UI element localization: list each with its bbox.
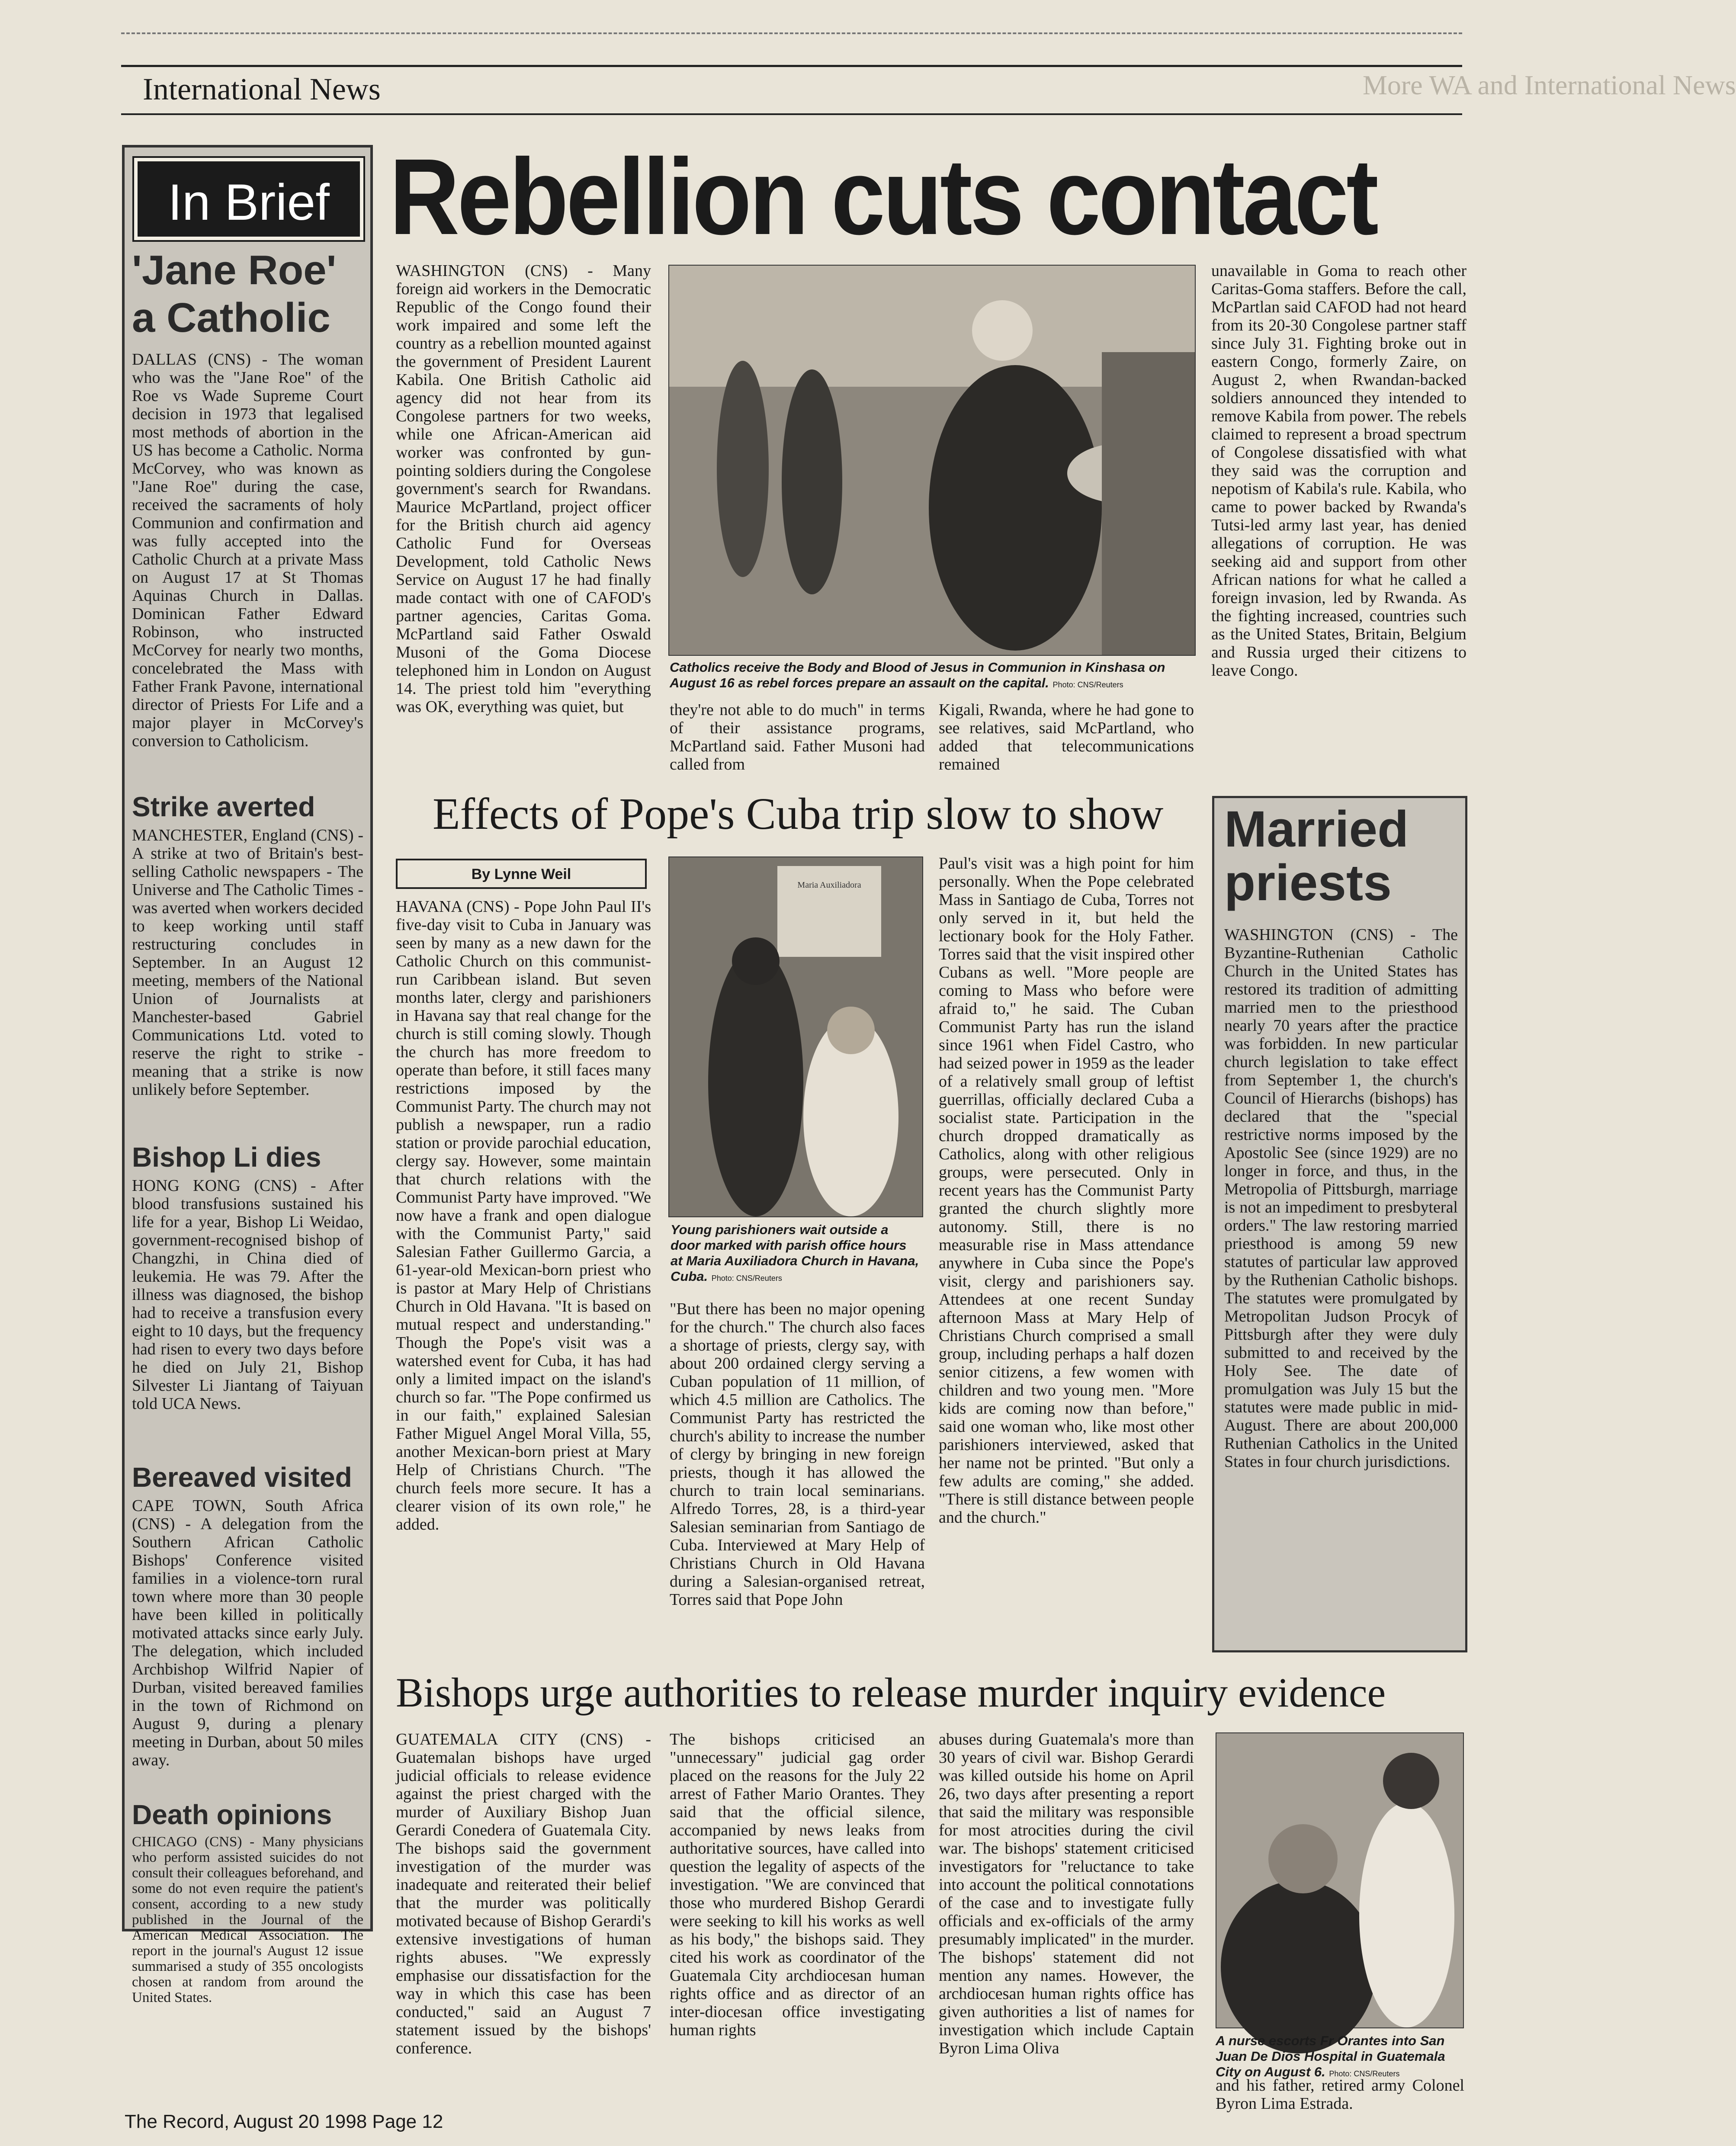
brief-title: Death opinions [132, 1799, 332, 1830]
story2-col2: "But there has been no major opening for the church." The church also faces a shortage of priests, clergy say, with about 200 ordained clergy serving a Cuban population of 11 million, of which 4.5 million are Catholics. The Communist Party has restricted the church's ability to increase the number of clergy by bringing in new foreign priests, though it has allowed the church to train local seminarians. Alfredo Torres, 28, is a third-year Salesian seminarian from Santiago de Cuba. Interviewed at Mary Help of Christians Church in Old Havana during a Salesian-organised retreat, Torres said that Pope John [670, 1300, 925, 1609]
photo-credit: Photo: CNS/Reuters [1053, 680, 1123, 689]
married-priests-text: WASHINGTON (CNS) - The Byzantine-Ruthenian Catholic Church in the United States has restored its tradition of admitting married men to the priesthood nearly 70 years after the practice was forbidden. In new particular church legislation to take effect from September 1, the church's Council of Hierarchs (bishops) has declared that the "special restrictive norms imposed by the Apostolic See (since 1929) are no longer in force, and thus, in the Metropolia of Pittsburgh, marriage is not an impediment to presbyteral orders." The law restoring married priesthood is among 59 new statutes of particular law approved by the Ruthenian Catholic bishops. The statutes were promulgated by Metropolitan Judson Procyk of Pittsburgh after they were duly submitted to and received by the Holy See. The date of promulgation was July 15 but the statutes were made public in mid-August. There are about 200,000 Ruthenian Catholics in the United States in four church jurisdictions. [1224, 926, 1458, 1471]
headline-guatemala: Bishops urge authorities to release murder inquiry evidence [396, 1669, 1386, 1716]
brief-title: Bereaved visited [132, 1462, 352, 1493]
top-dashed-rule [121, 32, 1462, 34]
story1-caption [670, 660, 1194, 693]
headline-rebellion: Rebellion cuts contact [389, 136, 1377, 257]
brief-text: DALLAS (CNS) - The woman who was the "Jane Roe" of the Roe vs Wade Supreme Court decision in 1973 that legalised most methods of abortion in the US has become a Catholic. Norma McCorvey, who was known as "Jane Roe" during the case, received the sacraments of holy Communion and confirmation and was fully accepted into the Catholic Church at a private Mass on August 17 at St Thomas Aquinas Church in Dallas. Dominican Father Edward Robinson, who instructed McCorvey for nearly two months, concelebrated the Mass with Father Frank Pavone, international director of Priests For Life and a major player in McCorvey's conversion to Catholicism. [132, 350, 363, 750]
story3-col1: GUATEMALA CITY (CNS) - Guatemalan bishops have urged judicial officials to release evidence against the priest charged with the murder of Auxiliary Bishop Juan Gerardi Conedera of Guatemala City. The bishops said the government investigation of the murder was inadequate and reiterated their belief that the murder was politically motivated because of Bishop Gerardi's extensive investigations of human rights abuses. "We expressly emphasise our dissatisfaction for the way in which this case has been conducted," said an August 7 statement issued by the bishops' conference. [396, 1730, 651, 2057]
story1-col1: WASHINGTON (CNS) - Many foreign aid workers in the Democratic Republic of the Congo found their work impaired and some left the country as a rebellion mounted against the government of President Laurent Kabila. One British Catholic aid agency did not hear from its Congolese partners for two weeks, while one African-American aid worker was confronted by gun-pointing soldiers during the Congolese government's search for Rwandans. Maurice McPartland, project officer for the British church aid agency Catholic Fund for Overseas Development, told Catholic News Service on August 17 he had finally made contact with one of CAFOD's partner agencies, Caritas Goma. McPartland said Father Oswald Musoni of the Goma Diocese telephoned him in London on August 14. The priest told him "everything was OK, everything was quiet, but [396, 262, 651, 716]
page-footer: The Record, August 20 1998 Page 12 [125, 2111, 443, 2132]
brief-strike-averted [132, 792, 363, 1099]
story2-caption [671, 1222, 921, 1286]
caption-text: Catholics receive the Body and Blood of Jesus in Communion in Kinshasa on August 16 as rebel forces prepare an assault on the capital. [670, 660, 1165, 690]
story1-col4: unavailable in Goma to reach other Caritas-Goma staffers. Before the call, McPartlan said CAFOD had not heard from its 20-30 Congolese partner staff since July 31. Fighting broke out in eastern Congo, formerly Zaire, on August 2, when Rwandan-backed soldiers announced they intended to remove Kabila from power. The rebels claimed to represent a broad spectrum of Congolese dissatisfied with what they said was the corruption and nepotism of Kabila's rule. Kabila, who came to power backed by Rwanda's Tutsi-led army last year, has denied allegations of corruption. He was seeking aid and support from other African nations for what he called a foreign invasion, led by Rwanda. As the fighting increased, countries such as the United States, Britain, Belgium and Russia urged their citizens to leave Congo. [1211, 262, 1466, 680]
brief-text: HONG KONG (CNS) - After blood transfusions sustained his life for a year, Bishop Li Weidao, government-recognised bishop of Changzhi, in China died of leukemia. He was 79. After the illness was diagnosed, the bishop had to receive a transfusion every eight to 10 days, but the frequency had risen to every two days before he died on July 21, Bishop Silvester Li Jiantang of Taiyuan told UCA News. [132, 1177, 363, 1413]
brief-title: Bishop Li dies [132, 1142, 321, 1173]
in-brief-label: In Brief [134, 158, 363, 240]
cuba-photo-art [669, 857, 922, 1216]
section-rule-bottom [121, 113, 1462, 115]
parish-sign: Maria Auxiliadora [797, 880, 861, 890]
brief-bishop-li [132, 1142, 363, 1413]
brief-title: Strike averted [132, 791, 315, 822]
story2-photo [668, 856, 923, 1217]
brief-bereaved-visited [132, 1462, 363, 1769]
story2-col1: HAVANA (CNS) - Pope John Paul II's five-day visit to Cuba in January was seen by many as a new dawn for the Catholic Church on this communist-run Caribbean island. But seven months later, clergy and parishioners in Havana say that real change for the church is still coming slowly. Though the church has more freedom to operate than before, it still faces many restrictions imposed by the Communist Party. The church may not publish a newspaper, run a radio station or provide parochial education, clergy say. However, some maintain that church relations with the Communist Party have improved. "We now have a frank and open dialogue with the Communist Party," said Salesian Father Guillermo Garcia, a 61-year-old Mexican-born priest who is pastor at Mary Help of Christians Church in Old Havana. "It is based on mutual respect and understanding." Though the Pope's visit was a watershed event for Cuba, it has had only a limited impact on the island's church so far. "The Pope confirmed us in our faith," explained Salesian Father Miguel Angel Moral Villa, 55, another Mexican-born priest at Mary Help of Christians Church. "The church feels more secure. It has a clearer vision of its own role," he added. [396, 898, 651, 1533]
story1-photo [668, 265, 1196, 656]
photo-credit: Photo: CNS/Reuters [1329, 2069, 1400, 2078]
brief-text: CHICAGO (CNS) - Many physicians who perform assisted suicides do not consult their colleagues beforehand, and some do not even require the patient's consent, according to a new study published in the Journal of the American Medical Association. The report in the journal's August 12 issue summarised a study of 355 oncologists chosen at random from around the United States. [132, 1834, 363, 2005]
brief-title: 'Jane Roe' a Catholic [132, 247, 337, 341]
brief-jane-roe [132, 247, 363, 750]
story1-col3: Kigali, Rwanda, where he had gone to see relatives, said McPartland, who added that telecommunications remained [939, 701, 1194, 773]
headline-cuba: Effects of Pope's Cuba trip slow to show [433, 789, 1164, 839]
story3-col3: abuses during Guatemala's more than 30 years of civil war. Bishop Gerardi was killed outside his home on April 26, two days after presenting a report that said the military was responsible for most atrocities during the civil war. The bishops' statement criticised investigators for "reluctance to take into account the political connotations of the case and to investigate fully officials and ex-officials of the army presumably implicated" in the murder. The bishops' statement did not mention any names. However, the archdiocesan human rights office has given authorities a list of names for investigation which include Captain Byron Lima Oliva [939, 1730, 1194, 2057]
caption-text: A nurse escorts Fr Orantes into San Juan De Dios Hospital in Guatemala City on August 6. [1216, 2033, 1445, 2079]
ghost-header: More WA and International News [1363, 70, 1736, 100]
story3-photo [1216, 1732, 1464, 2028]
story3-col2: The bishops criticised an "unnecessary" judicial gag order placed on the reasons for the July 22 arrest of Father Mario Orantes. They said that the official silence, accompanied by news leaks from authoritative sources, have called into question the legality of aspects of the investigation. "We are convinced that those who murdered Bishop Gerardi were seeking to kill his works as well as his body," the bishops said. They cited his work as coordinator of the Guatemala City archdiocesan human rights office and as director of an inter-diocesan office investigating human rights [670, 1730, 925, 2039]
communion-photo-art [669, 266, 1195, 655]
brief-death-opinions [132, 1800, 363, 2005]
nurse-photo-art [1216, 1733, 1463, 2027]
brief-text: CAPE TOWN, South Africa (CNS) - A delegation from the Southern African Catholic Bishops' Conference visited families in a violence-torn rural town where more than 30 people have been killed in politically motivated attacks since early July. The delegation, which included Archbishop Wilfrid Napier of Durban, visited bereaved families in the town of Richmond on August 9, during a plenary meeting in Durban, about 50 miles away. [132, 1497, 363, 1769]
section-rule-top [121, 65, 1462, 67]
photo-credit: Photo: CNS/Reuters [711, 1274, 782, 1283]
story3-col4: and his father, retired army Colonel Byron Lima Estrada. [1216, 2076, 1464, 2113]
story1-col2: they're not able to do much" in terms of their assistance programs, McPartland said. Father Musoni had called from [670, 701, 925, 773]
story2-col3: Paul's visit was a high point for him personally. When the Pope celebrated Mass in Santiago de Cuba, Torres not only served in it, but held the lectionary book for the Holy Father. Torres said that the visit inspired other Cubans as well. "More people are coming to Mass who before were afraid to," he said. The Cuban Communist Party has run the island since 1961 when Fidel Castro, who had seized power in 1959 as the leader of a relatively small group of leftist guerrillas, officially declared Cuba a socialist state. Participation in the church dropped dramatically as Catholics, along with other religious groups, were persecuted. Only in recent years has the Communist Party granted the church slightly more autonomy. Still, there is no measurable rise in Mass attendance anywhere in Cuba since the Pope's visit, clergy and parishioners say. Attendees at one recent Sunday afternoon Mass at Mary Help of Christians Church comprised a small group, including perhaps a half dozen senior citizens, a few women with children and two young men. "More kids are coming now than before," said one woman who, like most other parishioners interviewed, asked that her name not be printed. "But only a few adults are coming," she added. "There is still distance between people and the church." [939, 854, 1194, 1527]
caption-text: Young parishioners wait outside a door marked with parish office hours at Maria Auxiliadora Church in Havana, Cuba. [671, 1222, 919, 1284]
section-title: International News [143, 72, 381, 106]
byline: By Lynne Weil [396, 859, 647, 889]
story3-caption [1216, 2033, 1464, 2082]
brief-text: MANCHESTER, England (CNS) - A strike at two of Britain's best-selling Catholic newspapers - The Universe and The Catholic Times - was averted when workers decided to keep working until staff restructuring concludes in September. In an August 12 meeting, members of the National Union of Journalists at Manchester-based Gabriel Communications Ltd. voted to reserve the right to strike - meaning that a strike is now unlikely before September. [132, 826, 363, 1099]
married-priests-title: Married priests [1224, 801, 1409, 911]
